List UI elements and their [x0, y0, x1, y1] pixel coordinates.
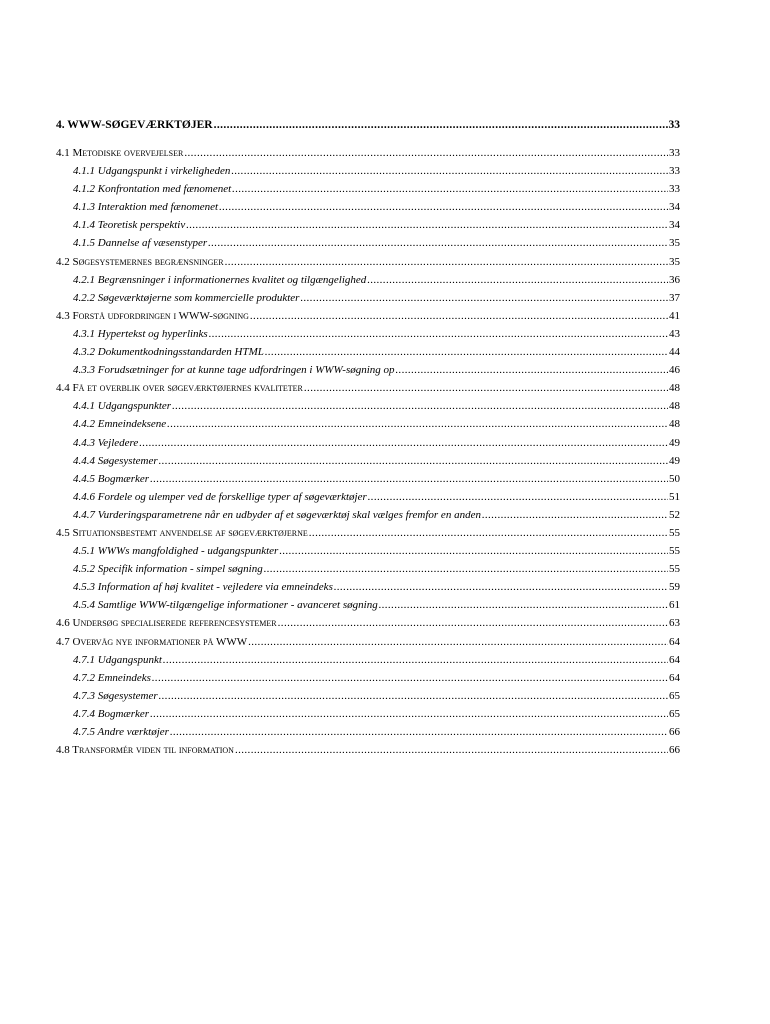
toc-section-entry[interactable]: [56, 741, 680, 759]
toc-entry-page: 65: [669, 689, 680, 702]
table-of-contents: [56, 116, 680, 759]
toc-section-entry[interactable]: [56, 524, 680, 542]
toc-entry-page: 48: [669, 418, 680, 431]
toc-subsection-entry[interactable]: [56, 234, 680, 252]
toc-subsection-entry[interactable]: [56, 361, 680, 379]
toc-entry-title: 4.4 Få et overblik over søgeværktøjernes kvaliteter: [56, 382, 303, 395]
toc-dot-leader: [250, 307, 668, 325]
toc-dot-leader: [334, 578, 668, 596]
toc-entry-title: 4.7.5 Andre værktøjer: [73, 726, 169, 738]
toc-section-entry[interactable]: [56, 633, 680, 651]
toc-entry-page: 35: [669, 255, 680, 268]
toc-dot-leader: [232, 180, 668, 198]
toc-dot-leader: [482, 506, 668, 524]
toc-dot-leader: [159, 452, 668, 470]
toc-dot-leader: [248, 633, 668, 651]
toc-entry-page: 64: [669, 653, 680, 666]
toc-entry-title: 4.8 Transformér viden til information: [56, 744, 234, 757]
toc-section-entry[interactable]: [56, 253, 680, 271]
toc-dot-leader: [209, 325, 668, 343]
toc-section-entry[interactable]: [56, 379, 680, 397]
toc-entry-title: 4.4.3 Vejledere: [73, 436, 139, 449]
toc-entry-title: 4.7.3 Søgesystemer: [73, 689, 158, 702]
toc-subsection-entry[interactable]: [56, 162, 680, 180]
toc-dot-leader: [231, 162, 668, 180]
toc-entry-title: 4.1.3 Interaktion med fænomenet: [73, 201, 219, 214]
toc-entry-page: 64: [669, 671, 680, 684]
toc-subsection-entry[interactable]: [56, 596, 680, 614]
toc-entry-page: 48: [669, 400, 680, 413]
toc-entry-title: 4.1.2 Konfrontation med fænomenet: [73, 183, 232, 196]
toc-subsection-entry[interactable]: [56, 651, 680, 669]
toc-entry-title: 4.1.4 Teoretisk perspektiv: [73, 219, 186, 232]
toc-entry-title: 4.3.3 Forudsætninger for at kunne tage udfordringen i WWW-søgning op: [73, 364, 395, 377]
toc-entry-title: 4.1.1 Udgangspunkt i virkeligheden: [73, 165, 231, 178]
toc-entry-page: 55: [669, 563, 680, 576]
toc-entry-page: 61: [669, 599, 680, 612]
toc-entry-page: 49: [669, 436, 680, 449]
toc-subsection-entry[interactable]: [56, 578, 680, 596]
toc-entry-title: 4.2 Søgesystemernes begrænsninger: [56, 255, 224, 268]
toc-entry-title: 4.4.1 Udgangspunkter: [73, 400, 172, 413]
toc-dot-leader: [170, 723, 668, 741]
toc-entry-page: 33: [669, 183, 680, 196]
toc-entry-page: 49: [669, 454, 680, 467]
toc-entry-page: 34: [669, 219, 680, 232]
toc-section-entry[interactable]: [56, 307, 680, 325]
toc-subsection-entry[interactable]: [56, 669, 680, 687]
toc-entry-page: 66: [669, 744, 680, 757]
toc-entry-title: 4.4.7 Vurderingsparametrene når en udbyder af et søgeværktøj skal vælges fremfor en anden: [73, 508, 481, 521]
toc-subsection-entry[interactable]: [56, 506, 680, 524]
toc-subsection-entry[interactable]: [56, 198, 680, 216]
toc-dot-leader: [225, 253, 668, 271]
toc-dot-leader: [150, 470, 668, 488]
toc-entry-title: 4.5 Situationsbestemt anvendelse af søgeværktøjerne: [56, 526, 308, 539]
toc-entry-title: 4.4.4 Søgesystemer: [73, 454, 158, 467]
toc-dot-leader: [152, 669, 668, 687]
toc-subsection-entry[interactable]: [56, 560, 680, 578]
toc-subsection-entry[interactable]: [56, 216, 680, 234]
toc-entry-page: 35: [669, 237, 680, 250]
toc-entry-page: 65: [669, 707, 680, 720]
toc-entry-page: 37: [669, 291, 680, 304]
toc-dot-leader: [163, 651, 668, 669]
toc-dot-leader: [368, 488, 668, 506]
toc-entry-title: 4.7.1 Udgangspunkt: [73, 653, 162, 666]
toc-entry-title: 4.5.3 Information af høj kvalitet - vejledere via emneindeks: [73, 581, 333, 594]
toc-entry-page: 64: [669, 635, 680, 648]
toc-entry-page: 50: [669, 472, 680, 485]
toc-entry-title: 4.4.2 Emneindeksene: [73, 418, 167, 431]
toc-subsection-entry[interactable]: [56, 687, 680, 705]
toc-section-entry[interactable]: [56, 614, 680, 632]
toc-entry-page: 43: [669, 327, 680, 340]
toc-entry-title: 4.7.2 Emneindeks: [73, 671, 151, 684]
toc-dot-leader: [265, 343, 668, 361]
toc-subsection-entry[interactable]: [56, 488, 680, 506]
toc-entry-page: 63: [669, 617, 680, 630]
toc-entry-title: 4.7 Overvåg nye informationer på WWW: [56, 635, 248, 648]
toc-dot-leader: [139, 434, 668, 452]
toc-subsection-entry[interactable]: [56, 452, 680, 470]
toc-dot-leader: [264, 560, 668, 578]
toc-entry-title: 4.7.4 Bogmærker: [73, 707, 150, 720]
toc-entry-page: 52: [669, 508, 680, 521]
toc-subsection-entry[interactable]: [56, 289, 680, 307]
toc-chapter-page: 33: [668, 119, 680, 131]
toc-entry-title: 4.6 Undersøg specialiserede referencesystemer: [56, 617, 277, 630]
toc-section-entry[interactable]: [56, 144, 680, 162]
toc-entry-page: 46: [669, 364, 680, 377]
toc-dot-leader: [184, 144, 668, 162]
toc-dot-leader: [367, 271, 668, 289]
toc-entry-page: 33: [669, 165, 680, 178]
toc-dot-leader: [219, 198, 668, 216]
toc-chapter-entry[interactable]: [56, 116, 680, 144]
toc-entry-page: 48: [669, 382, 680, 395]
toc-entry-page: 44: [669, 346, 680, 359]
toc-dot-leader: [167, 415, 668, 433]
toc-dot-leader: [300, 289, 668, 307]
toc-subsection-entry[interactable]: [56, 470, 680, 488]
toc-dot-leader: [396, 361, 668, 379]
toc-dot-leader: [304, 379, 668, 397]
toc-dot-leader: [159, 687, 668, 705]
toc-entry-list: [56, 144, 680, 759]
toc-entry-page: 36: [669, 273, 680, 286]
toc-subsection-entry[interactable]: [56, 397, 680, 415]
toc-entry-title: 4.2.1 Begrænsninger i informationernes kvalitet og tilgængelighed: [73, 273, 367, 286]
toc-subsection-entry[interactable]: [56, 325, 680, 343]
toc-entry-title: 4.5.1 WWWs mangfoldighed - udgangspunkter: [73, 545, 279, 558]
toc-entry-title: 4.5.4 Samtlige WWW-tilgængelige informationer - avanceret søgning: [73, 599, 378, 612]
toc-subsection-entry[interactable]: [56, 271, 680, 289]
toc-entry-title: 4.3.2 Dokumentkodningsstandarden HTML: [73, 346, 264, 359]
toc-entry-page: 34: [669, 201, 680, 214]
toc-dot-leader: [278, 614, 668, 632]
toc-entry-page: 51: [669, 490, 680, 503]
toc-entry-page: 33: [669, 147, 680, 159]
toc-entry-page: 66: [669, 726, 680, 738]
toc-entry-title: 4.5.2 Specifik information - simpel søgning: [73, 563, 263, 576]
toc-subsection-entry[interactable]: [56, 434, 680, 452]
toc-entry-title: 4.3 Forstå udfordringen i WWW-søgning: [56, 309, 249, 322]
toc-dot-leader: [172, 397, 668, 415]
toc-entry-title: 4.4.6 Fordele og ulemper ved de forskellige typer af søgeværktøjer: [73, 490, 367, 503]
toc-dot-leader: [214, 116, 668, 134]
toc-dot-leader: [379, 596, 668, 614]
toc-entry-title: 4.1 Metodiske overvejelser: [56, 147, 184, 159]
toc-dot-leader: [309, 524, 668, 542]
toc-entry-page: 55: [669, 545, 680, 558]
toc-subsection-entry[interactable]: [56, 705, 680, 723]
toc-subsection-entry[interactable]: [56, 343, 680, 361]
toc-entry-page: 55: [669, 526, 680, 539]
toc-entry-page: 59: [669, 581, 680, 594]
toc-entry-title: 4.2.2 Søgeværktøjerne som kommercielle produkter: [73, 291, 300, 304]
toc-dot-leader: [186, 216, 668, 234]
toc-chapter-title: 4. WWW-SØGEVÆRKTØJER: [56, 119, 213, 131]
toc-entry-title: 4.1.5 Dannelse af væsenstyper: [73, 237, 208, 250]
toc-entry-title: 4.3.1 Hypertekst og hyperlinks: [73, 327, 208, 340]
toc-entry-page: 41: [669, 309, 680, 322]
toc-subsection-entry[interactable]: [56, 542, 680, 560]
toc-dot-leader: [208, 234, 668, 252]
toc-dot-leader: [150, 705, 668, 723]
toc-dot-leader: [235, 741, 668, 759]
toc-dot-leader: [279, 542, 668, 560]
toc-subsection-entry[interactable]: [56, 415, 680, 433]
toc-subsection-entry[interactable]: [56, 180, 680, 198]
toc-subsection-entry[interactable]: [56, 723, 680, 741]
toc-entry-title: 4.4.5 Bogmærker: [73, 472, 150, 485]
